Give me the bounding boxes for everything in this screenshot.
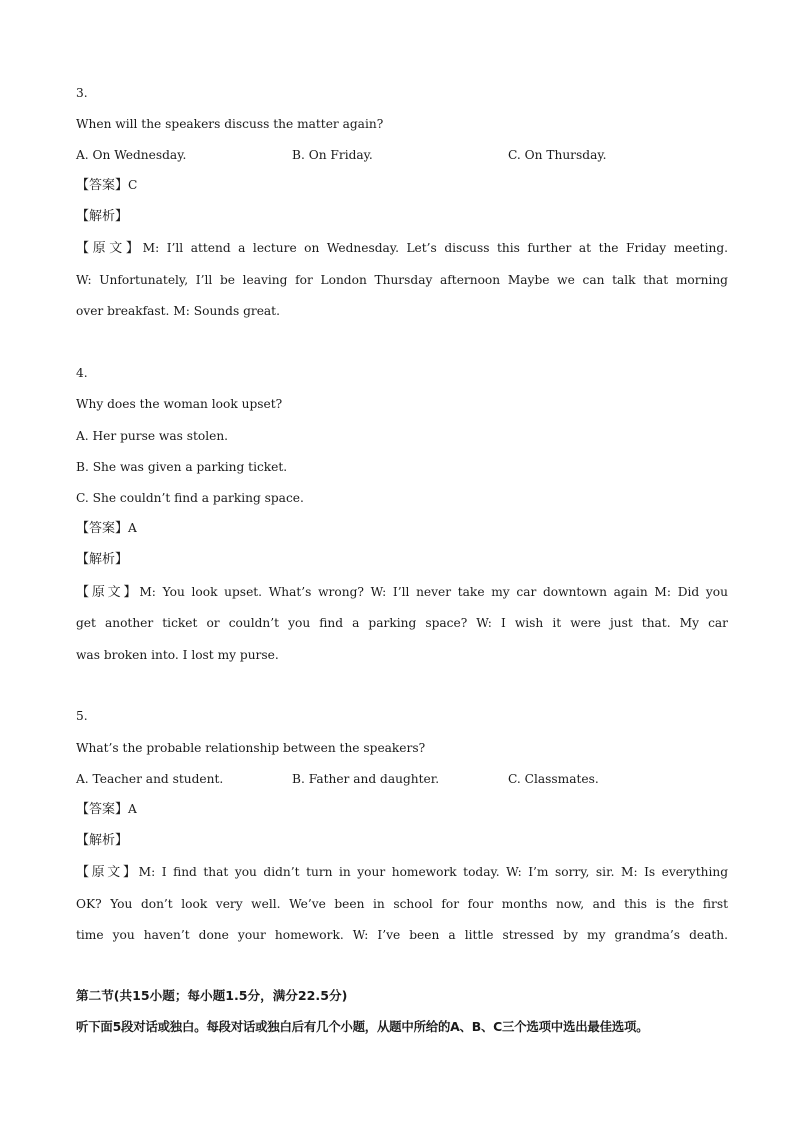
option-b: B. On Friday. [292,148,373,162]
transcript-label: 【原文】 [76,585,140,600]
answer-label: 【答案】 [76,521,129,536]
answer-label: 【答案】 [76,178,129,193]
answer-row [76,520,728,537]
option-b: B. Father and daughter. [292,772,440,786]
section-title: 第二节(共15小题；每小题1.5分，满分22.5分) [76,988,348,1003]
option-c: C. She couldn’t find a parking space. [76,491,304,505]
transcript-line: W: Unfortunately, I’ll be leaving for London Thursday afternoon Maybe we can talk that morning [76,273,728,287]
analysis-label: 【解析】 [76,552,129,567]
analysis-label: 【解析】 [76,833,129,848]
transcript-line: over breakfast. M: Sounds great. [76,304,280,318]
option-c: C. Classmates. [508,772,599,786]
question-stem: Why does the woman look upset? [76,397,283,411]
question-number: 4. [76,366,88,380]
answer-value: A [128,802,137,816]
analysis-label: 【解析】 [76,209,129,224]
transcript-line: 【原文】M: I’ll attend a lecture on Wednesday. Let’s discuss this further at the Friday meeting. [76,241,728,256]
option-a: A. Teacher and student. [76,772,224,786]
transcript-line: time you haven’t done your homework. W: I’ve been a little stressed by my grandma’s death. [76,928,728,942]
section-instructions: 听下面5段对话或独白。每段对话或独白后有几个小题，从题中所给的A、B、C三个选项中选出最佳选项。 [76,1019,649,1034]
answer-row [76,177,728,194]
question-stem: When will the speakers discuss the matter again? [76,117,384,131]
answer-value: C [128,178,138,192]
answer-label: 【答案】 [76,802,129,817]
transcript-label: 【原文】 [76,241,143,256]
transcript-label: 【原文】 [76,865,139,880]
answer-value: A [128,521,137,535]
question-number: 3. [76,86,88,100]
transcript-line: 【原文】M: You look upset. What’s wrong? W: I’ll never take my car downtown again M: Did you [76,585,728,600]
transcript-line: OK? You don’t look very well. We’ve been in school for four months now, and this is the first [76,897,728,911]
option-a: A. On Wednesday. [76,148,187,162]
answer-row [76,801,728,818]
question-number: 5. [76,709,88,723]
transcript-line: get another ticket or couldn’t you find a parking space? W: I wish it were just that. My car [76,616,728,630]
question-stem: What’s the probable relationship between the speakers? [76,741,426,755]
option-a: A. Her purse was stolen. [76,429,229,443]
transcript-line: 【原文】M: I find that you didn’t turn in your homework today. W: I’m sorry, sir. M: Is everything [76,865,728,880]
option-b: B. She was given a parking ticket. [76,460,288,474]
option-c: C. On Thursday. [508,148,607,162]
transcript-line: was broken into. I lost my purse. [76,648,279,662]
